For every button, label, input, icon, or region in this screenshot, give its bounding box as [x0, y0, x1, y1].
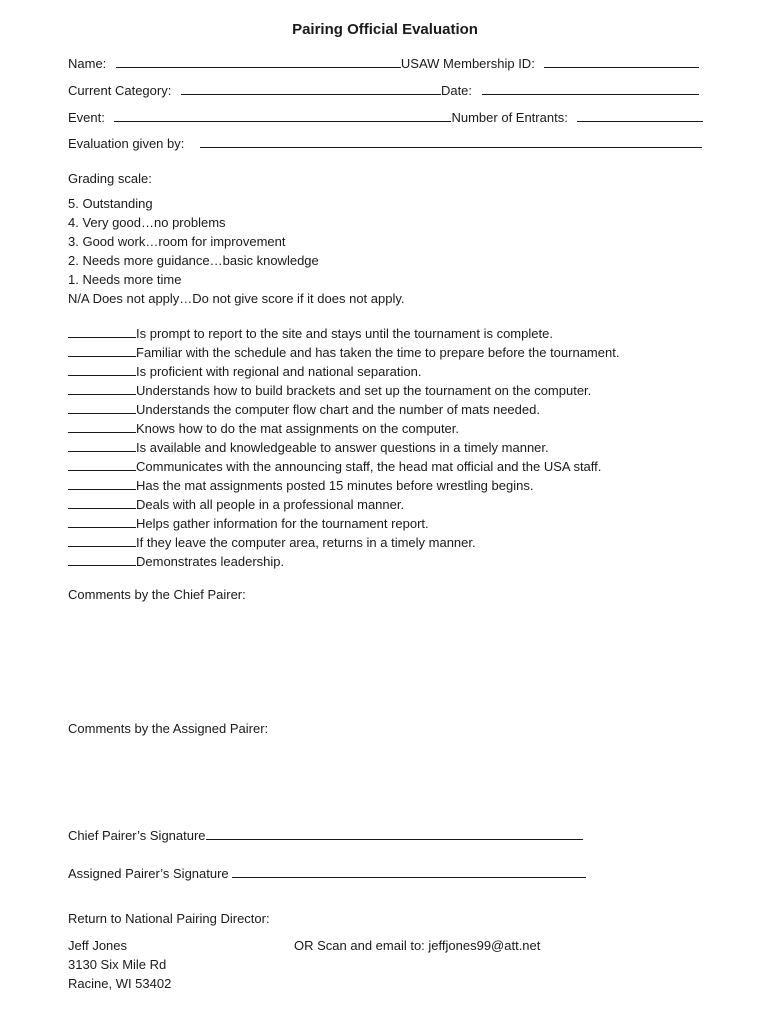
score-field[interactable]	[68, 553, 136, 566]
criterion-row	[68, 496, 404, 513]
criterion-row	[68, 515, 429, 532]
score-field[interactable]	[68, 344, 136, 357]
criterion-text: Is available and knowledgeable to answer questions in a timely manner.	[136, 440, 549, 455]
criterion-row	[68, 458, 601, 475]
date-label: Date:	[440, 83, 473, 98]
date-field[interactable]	[482, 82, 699, 95]
grading-scale-item: 5. Outstanding	[68, 196, 153, 211]
evaluation-given-by-label: Evaluation given by:	[68, 136, 185, 151]
event-row	[68, 109, 703, 126]
address-line: 3130 Six Mile Rd	[68, 957, 167, 972]
criterion-text: Is prompt to report to the site and stays until the tournament is complete.	[136, 326, 553, 341]
criterion-text: Communicates with the announcing staff, the head mat official and the USA staff.	[136, 459, 602, 474]
event-field[interactable]	[114, 109, 451, 122]
criterion-text: If they leave the computer area, returns in a timely manner.	[136, 535, 476, 550]
criterion-text: Understands how to build brackets and set up the tournament on the computer.	[136, 383, 592, 398]
assigned-comments-area[interactable]	[68, 740, 708, 820]
score-field[interactable]	[68, 477, 136, 490]
criterion-text: Understands the computer flow chart and the number of mats needed.	[136, 402, 540, 417]
score-field[interactable]	[68, 496, 136, 509]
assigned-signature-row	[68, 865, 586, 882]
email-instruction: OR Scan and email to: jeffjones99@att.net	[294, 938, 541, 953]
criterion-row	[68, 439, 549, 456]
score-field[interactable]	[68, 325, 136, 338]
criterion-row	[68, 382, 591, 399]
criterion-row	[68, 553, 284, 570]
criterion-text: Familiar with the schedule and has taken the time to prepare before the tournament.	[136, 345, 620, 360]
chief-signature-row	[68, 827, 583, 844]
criterion-row	[68, 325, 553, 342]
grading-scale-item: N/A Does not apply…Do not give score if it does not apply.	[68, 291, 405, 306]
chief-comments-label: Comments by the Chief Pairer:	[68, 587, 246, 602]
current-category-label: Current Category:	[68, 83, 172, 98]
number-of-entrants-label: Number of Entrants:	[451, 110, 568, 125]
address-line: Jeff Jones	[68, 938, 128, 953]
score-field[interactable]	[68, 382, 136, 395]
criterion-text: Deals with all people in a professional manner.	[136, 497, 405, 512]
number-of-entrants-field[interactable]	[577, 109, 703, 122]
score-field[interactable]	[68, 439, 136, 452]
return-heading: Return to National Pairing Director:	[68, 911, 270, 926]
criterion-text: Knows how to do the mat assignments on the computer.	[136, 421, 460, 436]
name-field[interactable]	[116, 55, 401, 68]
score-field[interactable]	[68, 420, 136, 433]
grading-scale-item: 2. Needs more guidance…basic knowledge	[68, 253, 319, 268]
criterion-row	[68, 363, 421, 380]
page-title: Pairing Official Evaluation	[292, 21, 478, 38]
chief-comments-area[interactable]	[68, 606, 708, 706]
assigned-comments-label: Comments by the Assigned Pairer:	[68, 721, 269, 736]
criterion-text: Demonstrates leadership.	[136, 554, 285, 569]
grading-scale-item: 4. Very good…no problems	[68, 215, 226, 230]
criterion-row	[68, 344, 619, 361]
assigned-signature-field[interactable]	[232, 865, 586, 878]
grading-scale-heading: Grading scale:	[68, 171, 152, 186]
criterion-row	[68, 534, 476, 551]
current-category-field[interactable]	[181, 82, 441, 95]
assigned-signature-label: Assigned Pairer’s Signature	[68, 866, 229, 881]
usaw-id-label: USAW Membership ID:	[400, 56, 535, 71]
score-field[interactable]	[68, 401, 136, 414]
event-label: Event:	[68, 110, 105, 125]
category-row	[68, 82, 699, 99]
grading-scale-item: 3. Good work…room for improvement	[68, 234, 286, 249]
criterion-text: Helps gather information for the tournament report.	[136, 516, 429, 531]
score-field[interactable]	[68, 534, 136, 547]
score-field[interactable]	[68, 458, 136, 471]
criterion-row	[68, 401, 540, 418]
chief-signature-field[interactable]	[206, 827, 583, 840]
evaluation-given-by-field[interactable]	[200, 135, 702, 148]
criterion-text: Has the mat assignments posted 15 minutes before wrestling begins.	[136, 478, 534, 493]
criterion-text: Is proficient with regional and national separation.	[136, 364, 422, 379]
score-field[interactable]	[68, 363, 136, 376]
criterion-row	[68, 477, 533, 494]
criterion-row	[68, 420, 459, 437]
name-row	[68, 55, 699, 72]
name-label: Name:	[68, 56, 107, 71]
evaluator-row	[68, 135, 702, 152]
chief-signature-label: Chief Pairer’s Signature	[68, 828, 206, 843]
usaw-id-field[interactable]	[544, 55, 699, 68]
score-field[interactable]	[68, 515, 136, 528]
address-line: Racine, WI 53402	[68, 976, 172, 991]
grading-scale-item: 1. Needs more time	[68, 272, 182, 287]
